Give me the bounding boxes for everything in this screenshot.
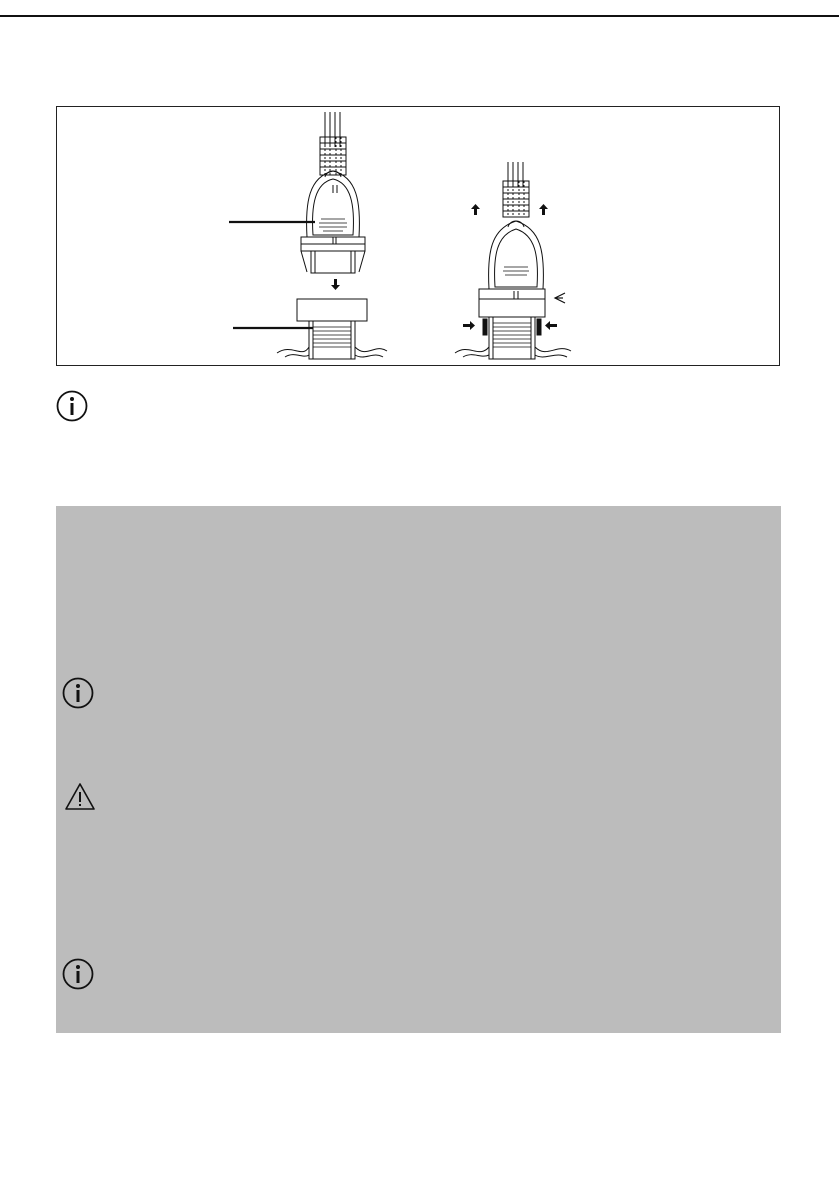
left-connector-assembly <box>229 112 387 359</box>
top-rule <box>0 15 839 17</box>
info-icon <box>62 958 94 990</box>
arrow-right-icon <box>463 321 557 330</box>
arrow-down-icon <box>331 279 340 290</box>
arrow-up-icon <box>471 204 548 215</box>
notice-panel <box>56 506 781 1033</box>
info-icon <box>56 390 88 422</box>
connector-figure <box>56 106 780 366</box>
arrowhead-left-icon <box>555 293 565 303</box>
warning-icon <box>64 782 96 812</box>
info-icon <box>62 677 94 709</box>
right-connector-assembly <box>455 162 571 359</box>
connector-illustration <box>57 107 781 367</box>
